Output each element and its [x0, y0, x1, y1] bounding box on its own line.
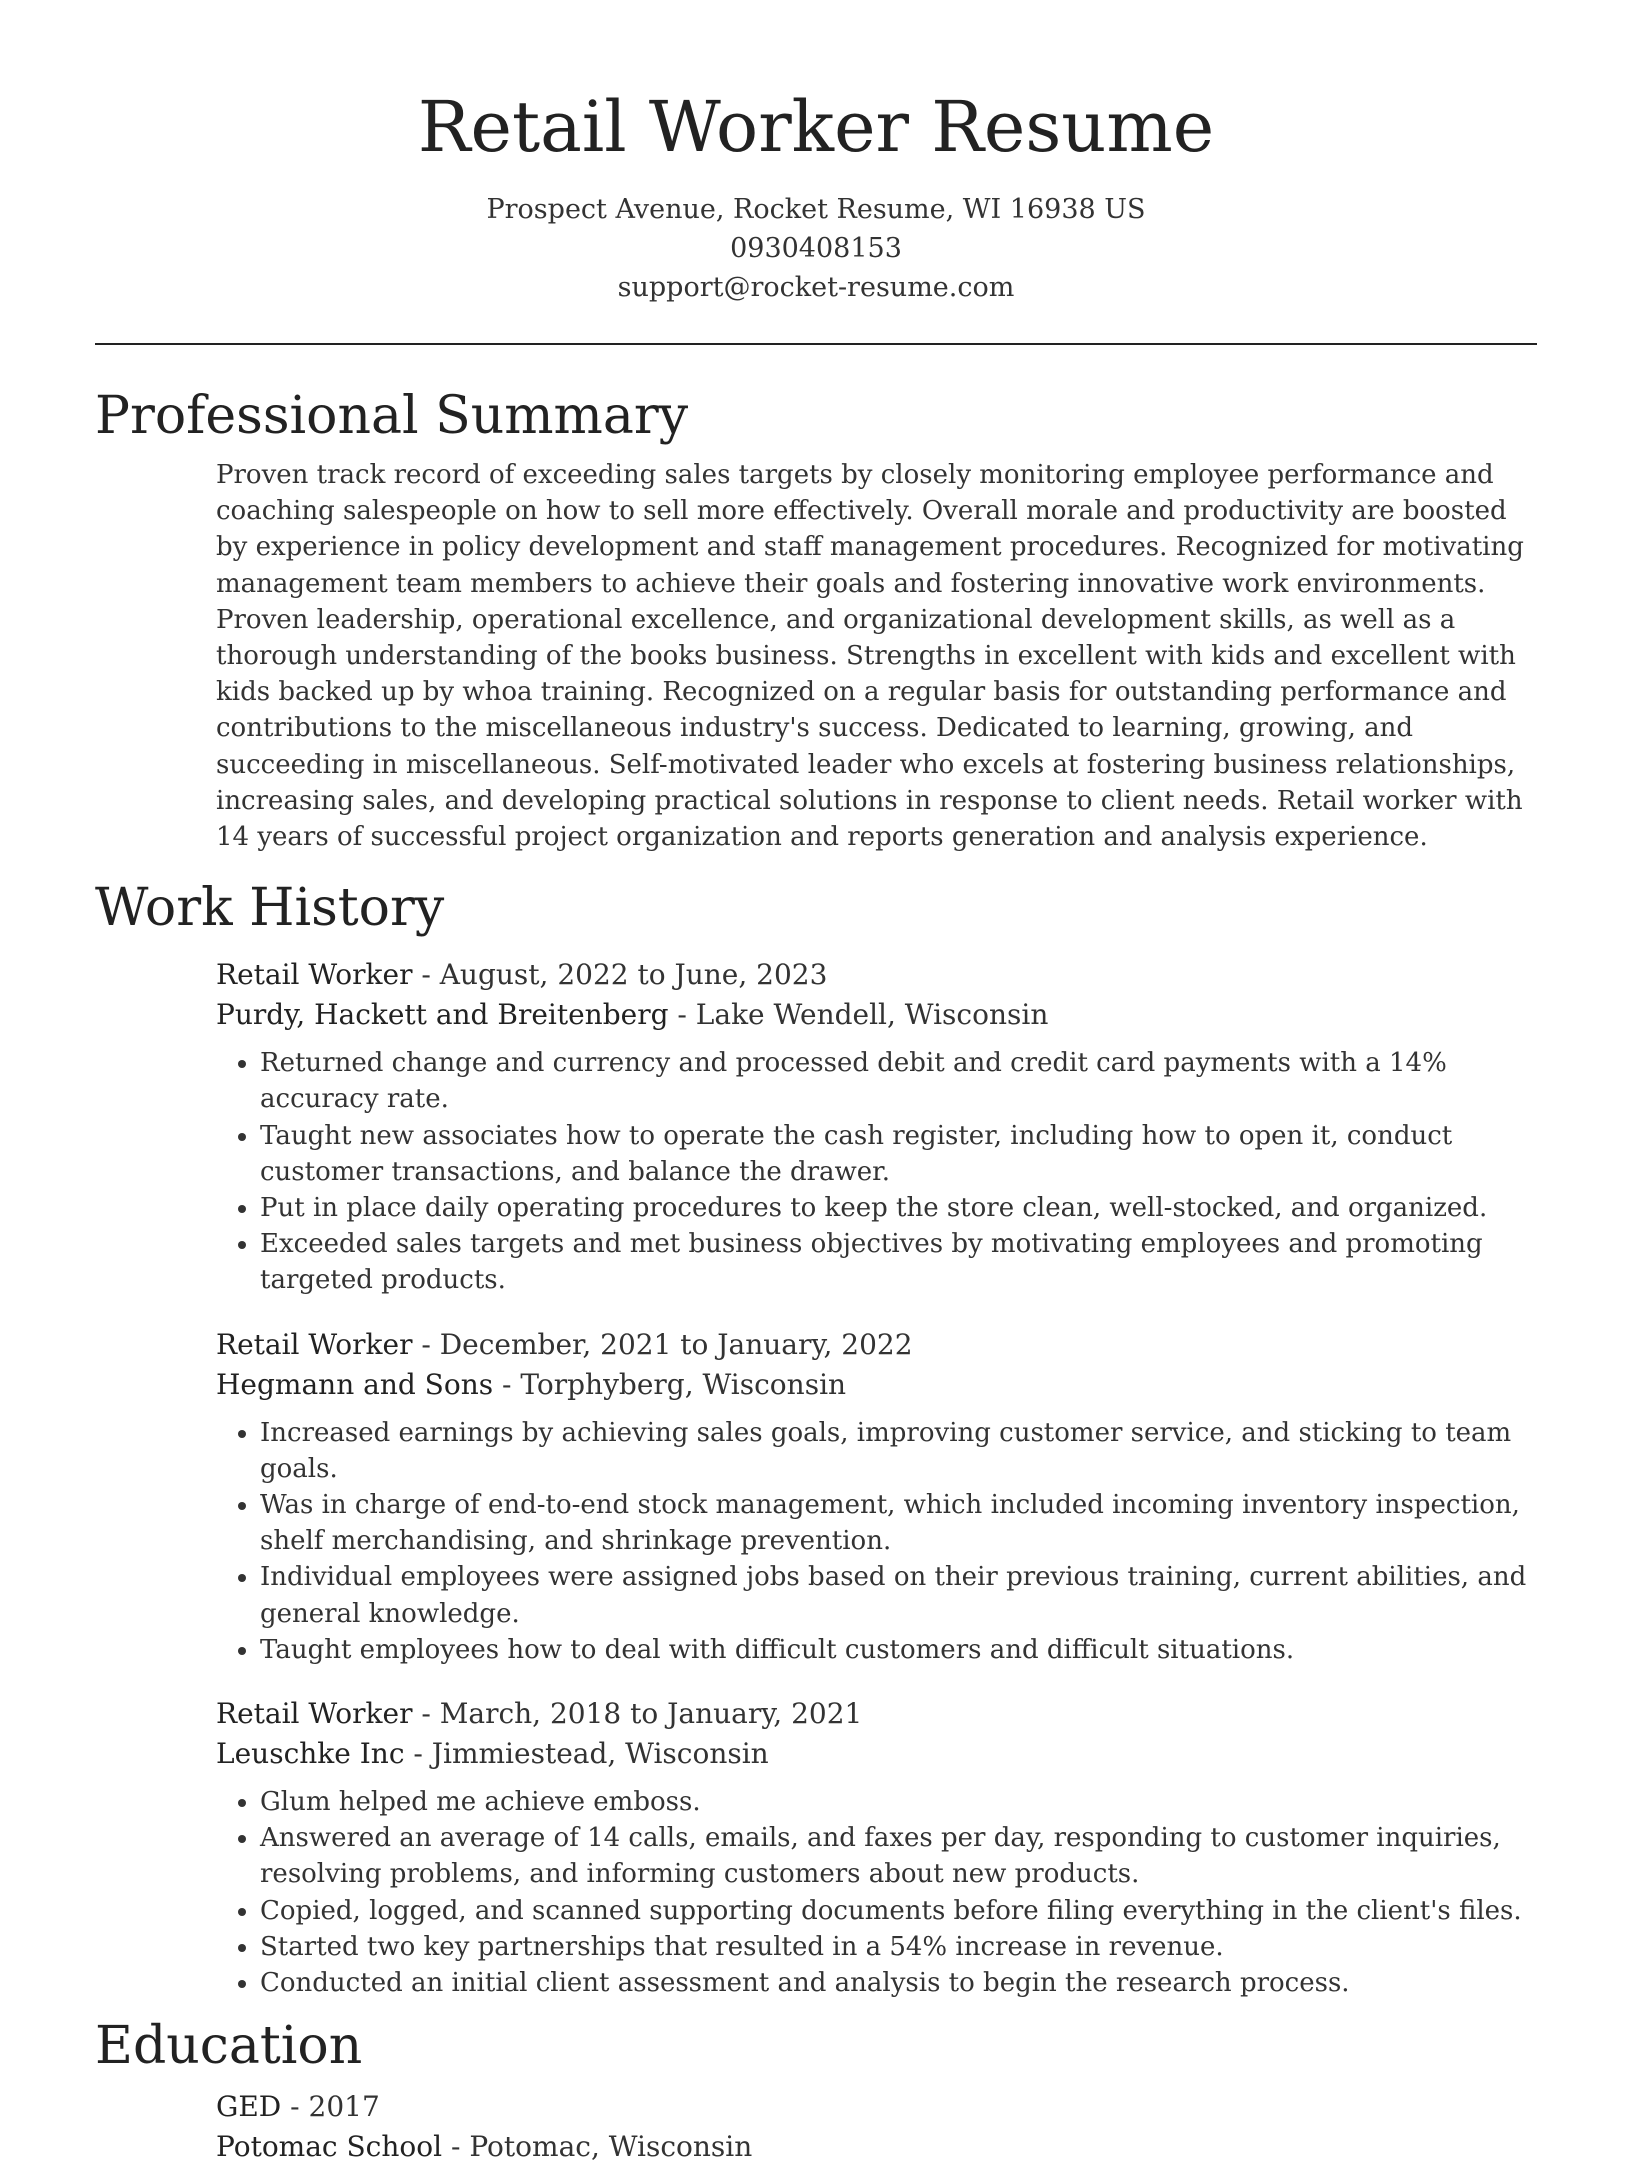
education-entry [216, 2087, 1527, 2167]
job-bullets [216, 1045, 1527, 1298]
work-history-section [95, 873, 1537, 2001]
job-location: - Lake Wendell, Wisconsin [668, 998, 1049, 1032]
job-bullet: • Taught employees how to deal with difficult customers and difficult situations. [260, 1632, 1527, 1668]
job-title-line [216, 955, 1527, 995]
job-dates: - August, 2022 to June, 2023 [412, 958, 828, 992]
job-bullet: • Taught new associates how to operate the cash register, including how to open it, conduct customer transactions, and balance the drawer. [260, 1118, 1527, 1190]
job-bullet: • Started two key partnerships that resulted in a 54% increase in revenue. [260, 1929, 1527, 1965]
job-entry [216, 955, 1527, 1298]
job-bullet: • Returned change and currency and processed debit and credit card payments with a 14% accuracy rate. [260, 1045, 1527, 1117]
education-school-line [216, 2127, 1527, 2167]
job-bullet: • Glum helped me achieve emboss. [260, 1784, 1527, 1820]
job-location: - Torphyberg, Wisconsin [493, 1367, 847, 1401]
contact-info [95, 190, 1537, 307]
job-company: Leuschke Inc [216, 1737, 405, 1771]
contact-address: Prospect Avenue, Rocket Resume, WI 16938 US [486, 194, 1146, 225]
education-degree: GED [216, 2090, 282, 2124]
contact-email: support@rocket-resume.com [617, 272, 1015, 303]
job-company-line [216, 1734, 1527, 1774]
summary-heading: Professional Summary [95, 386, 689, 446]
job-title-line [216, 1325, 1527, 1365]
job-location: - Jimmiestead, Wisconsin [404, 1737, 769, 1771]
job-bullet: • Put in place daily operating procedures to keep the store clean, well-stocked, and organized. [260, 1190, 1527, 1226]
job-dates: - December, 2021 to January, 2022 [412, 1327, 913, 1361]
job-company: Hegmann and Sons [216, 1367, 494, 1401]
job-bullet: • Copied, logged, and scanned supporting documents before filing everything in the client's files. [260, 1893, 1527, 1929]
job-bullet: • Was in charge of end-to-end stock management, which included incoming inventory inspection, shelf merchandising, and shrinkage prevention. [260, 1487, 1527, 1559]
work-history-heading: Work History [95, 878, 445, 939]
education-section [95, 2011, 1537, 2167]
resume-header [95, 0, 1537, 307]
education-heading: Education [95, 2016, 363, 2077]
job-bullet: • Exceeded sales targets and met business objectives by motivating employees and promoting targeted products. [260, 1226, 1527, 1298]
job-title: Retail Worker [216, 1327, 413, 1361]
job-company-line [216, 1365, 1527, 1405]
job-title: Retail Worker [216, 1697, 413, 1731]
summary-text: Proven track record of exceeding sales targets by closely monitoring employee performance and coaching salespeople on how to sell more effectively. Overall morale and productivity are boosted by experience in policy development and staff management procedures. Recognized for motivating management team members to achieve their goals and fostering innovative work environments. Proven leadership, operational excellence, and organizational development skills, as well as a thorough understanding of the books business. Strengths in excellent with kids and excellent with kids backed up by whoa training. Recognized on a regular basis for outstanding performance and contributions to the miscellaneous industry's success. Dedicated to learning, growing, and succeeding in miscellaneous. Self-motivated leader who excels at fostering business relationships, increasing sales, and developing practical solutions in response to client needs. Retail worker with 14 years of successful project organization and reports generation and analysis experience. [216, 460, 1524, 853]
job-entry [216, 1325, 1527, 1668]
job-bullet: • Conducted an initial client assessment and analysis to begin the research process. [260, 1965, 1527, 2001]
job-bullets [216, 1415, 1527, 1668]
resume-title: Retail Worker Resume [417, 86, 1215, 168]
job-bullet: • Increased earnings by achieving sales goals, improving customer service, and sticking to team goals. [260, 1415, 1527, 1487]
education-degree-line [216, 2087, 1527, 2127]
education-location: - Potomac, Wisconsin [442, 2130, 753, 2164]
job-bullet: • Answered an average of 14 calls, emails, and faxes per day, responding to customer inquiries, resolving problems, and informing customers about new products. [260, 1820, 1527, 1892]
job-dates: - March, 2018 to January, 2021 [412, 1697, 863, 1731]
job-title: Retail Worker [216, 958, 413, 992]
job-bullets [216, 1784, 1527, 2001]
job-company: Purdy, Hackett and Breitenberg [216, 998, 669, 1032]
job-title-line [216, 1694, 1527, 1734]
job-entry [216, 1694, 1527, 2001]
education-school: Potomac School [216, 2130, 443, 2164]
summary-section [95, 381, 1537, 855]
contact-phone: 0930408153 [730, 233, 902, 264]
job-bullet: • Individual employees were assigned jobs based on their previous training, current abilities, and general knowledge. [260, 1559, 1527, 1631]
header-divider [95, 343, 1537, 345]
education-year: - 2017 [281, 2090, 380, 2124]
job-company-line [216, 995, 1527, 1035]
